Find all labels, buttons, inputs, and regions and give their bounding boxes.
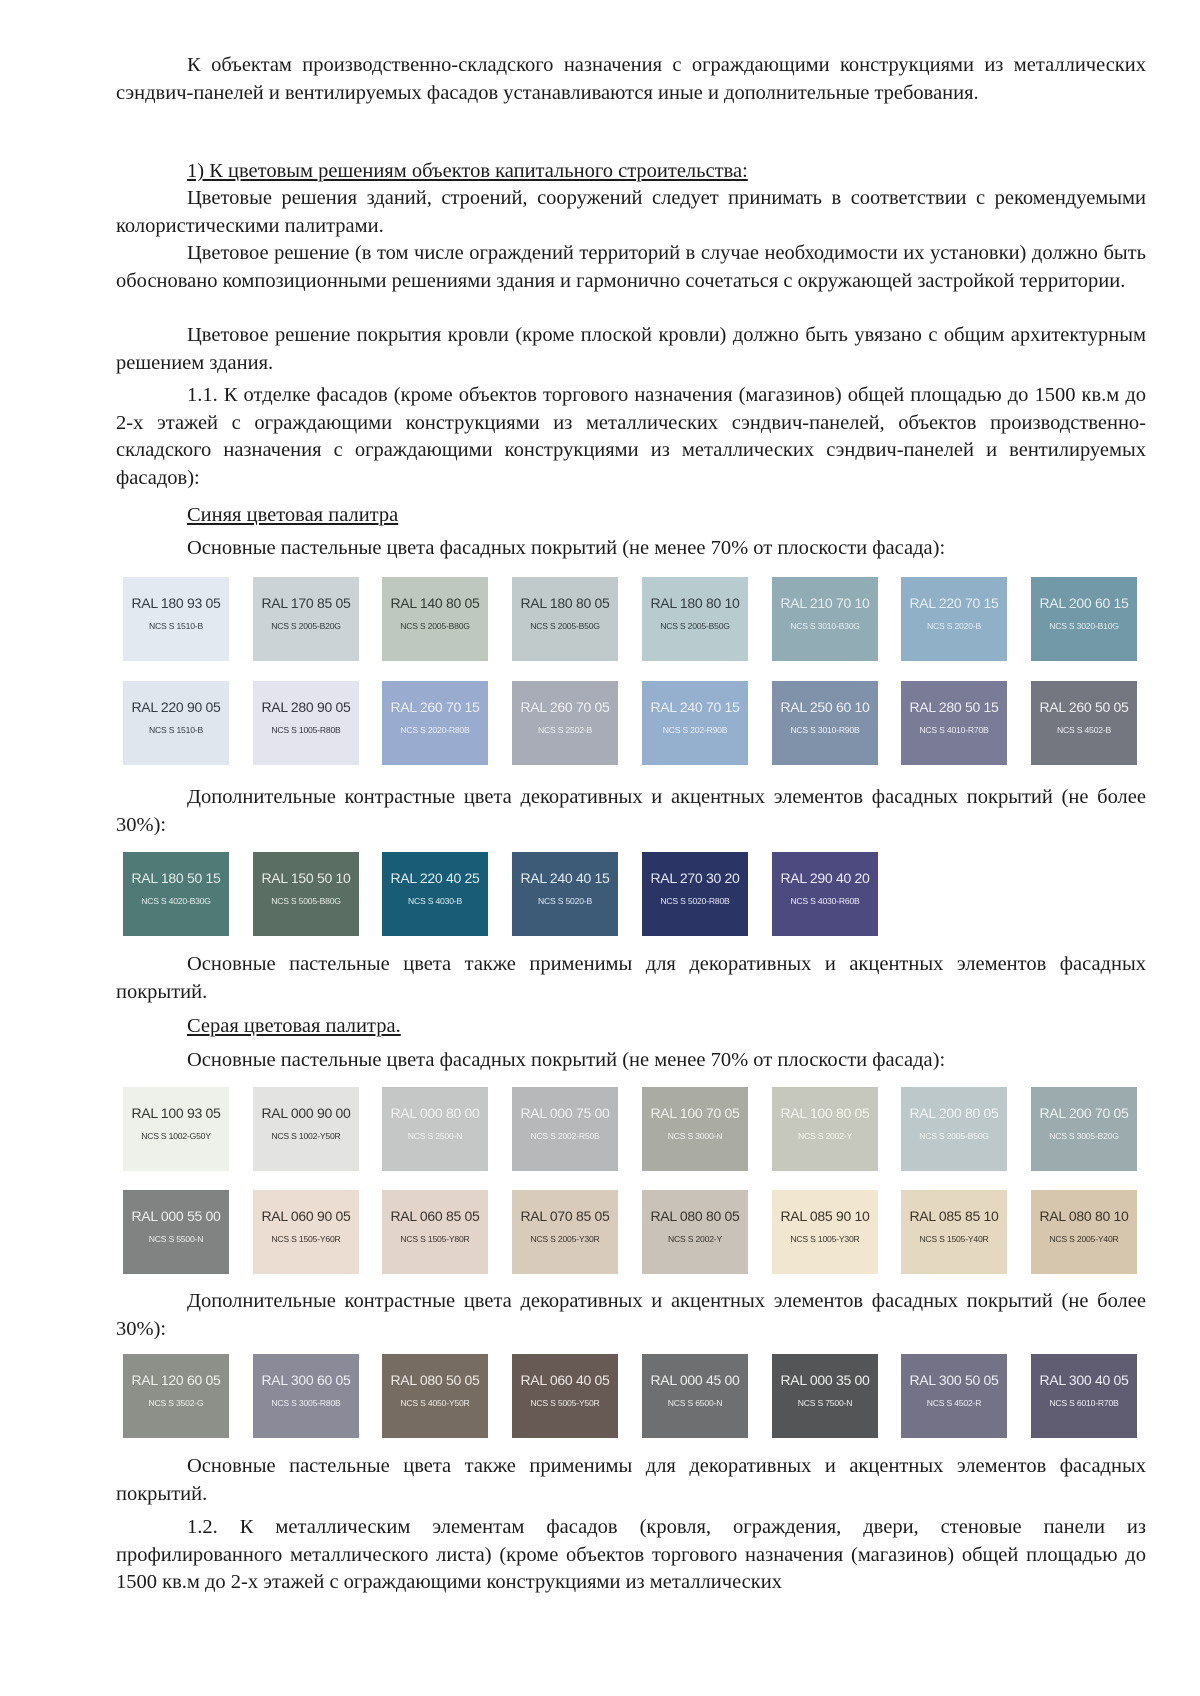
ncs-code: NCS S 2005-Y30R — [530, 1234, 600, 1244]
blue-palette-title: Синяя цветовая палитра — [187, 504, 399, 526]
color-swatch — [382, 681, 488, 765]
color-swatch — [1031, 1087, 1137, 1171]
ncs-code: NCS S 2005-B20G — [271, 621, 341, 631]
ncs-code: NCS S 4502-B — [1057, 725, 1111, 735]
ral-code: RAL 085 85 10 — [909, 1208, 999, 1224]
color-swatch — [901, 577, 1007, 661]
ncs-code: NCS S 5005-Y50R — [530, 1398, 600, 1408]
gray-palette-title: Серая цветовая палитра. — [187, 1015, 401, 1037]
ral-code: RAL 000 90 00 — [261, 1105, 351, 1121]
ral-code: RAL 200 60 15 — [1039, 595, 1129, 611]
gray-note-paragraph: Основные пастельные цвета также применимы для декоративных и акцентных элементов фасадных покрытий. — [116, 1455, 1146, 1505]
ral-code: RAL 180 93 05 — [131, 595, 221, 611]
color-swatch — [512, 852, 618, 936]
color-swatch — [512, 577, 618, 661]
ncs-code: NCS S 1005-R80B — [271, 725, 341, 735]
ral-code: RAL 290 40 20 — [780, 870, 870, 886]
color-swatch — [123, 1190, 229, 1274]
ral-code: RAL 300 40 05 — [1039, 1372, 1129, 1388]
color-swatch — [253, 681, 359, 765]
ral-code: RAL 170 85 05 — [261, 595, 351, 611]
ral-code: RAL 210 70 10 — [780, 595, 870, 611]
color-swatch — [253, 1190, 359, 1274]
ncs-code: NCS S 3502-G — [148, 1398, 204, 1408]
color-swatch — [772, 1354, 878, 1438]
ncs-code: NCS S 202-R90B — [662, 725, 728, 735]
ncs-code: NCS S 4030-B — [408, 896, 462, 906]
ral-code: RAL 220 40 25 — [390, 870, 480, 886]
color-swatch — [772, 681, 878, 765]
gray-palette-heading — [116, 1013, 1146, 1041]
ncs-code: NCS S 7500-N — [797, 1398, 853, 1408]
ncs-code: NCS S 1510-B — [149, 621, 203, 631]
ral-code: RAL 100 93 05 — [131, 1105, 221, 1121]
color-swatch — [123, 681, 229, 765]
ral-code: RAL 220 90 05 — [131, 699, 221, 715]
color-swatch — [253, 1087, 359, 1171]
ral-code: RAL 000 75 00 — [520, 1105, 610, 1121]
color-swatch — [772, 1087, 878, 1171]
ncs-code: NCS S 3010-R90B — [790, 725, 860, 735]
ncs-code: NCS S 5005-B80G — [271, 896, 341, 906]
color-swatch — [772, 1190, 878, 1274]
blue-palette-heading — [116, 502, 1146, 530]
ncs-code: NCS S 3010-B30G — [790, 621, 860, 631]
ral-code: RAL 000 80 00 — [390, 1105, 480, 1121]
clause-1-1-paragraph: 1.1. К отделке фасадов (кроме объектов торгового назначения (магазинов) общей площадью до 1500 кв.м до 2-х этажей с ограждающими конструкциями из металлических сэндвич-панелей, объектов производственно-складского назначения с ограждающими конструкциями из металлических сэндвич-панелей и вентилируемых фасадов): — [116, 384, 1146, 489]
color-swatch — [512, 1087, 618, 1171]
ral-code: RAL 000 35 00 — [780, 1372, 870, 1388]
ncs-code: NCS S 5020-B — [538, 896, 592, 906]
color-swatch — [382, 577, 488, 661]
ral-code: RAL 150 50 10 — [261, 870, 351, 886]
ral-code: RAL 060 40 05 — [520, 1372, 610, 1388]
ral-code: RAL 000 55 00 — [131, 1208, 221, 1224]
ncs-code: NCS S 2005-B50G — [530, 621, 600, 631]
ral-code: RAL 070 85 05 — [520, 1208, 610, 1224]
color-swatch — [642, 1087, 748, 1171]
ral-code: RAL 200 80 05 — [909, 1105, 999, 1121]
roof-paragraph: Цветовое решение покрытия кровли (кроме плоской кровли) должно быть увязано с общим архитектурным решением здания. — [116, 324, 1146, 374]
ral-code: RAL 060 85 05 — [390, 1208, 480, 1224]
ral-code: RAL 280 50 15 — [909, 699, 999, 715]
ncs-code: NCS S 2005-B50G — [919, 1131, 989, 1141]
gray-extra-colors-caption: Дополнительные контрастные цвета декоративных и акцентных элементов фасадных покрытий (не более 30%): — [116, 1290, 1146, 1340]
ncs-code: NCS S 1510-B — [149, 725, 203, 735]
color-swatch — [1031, 1354, 1137, 1438]
ncs-code: NCS S 3000-N — [667, 1131, 723, 1141]
ral-code: RAL 080 80 05 — [650, 1208, 740, 1224]
ncs-code: NCS S 2005-B80G — [400, 621, 470, 631]
ral-code: RAL 180 80 10 — [650, 595, 740, 611]
color-swatch — [901, 1087, 1007, 1171]
ral-code: RAL 080 80 10 — [1039, 1208, 1129, 1224]
color-swatch — [382, 852, 488, 936]
color-swatch — [772, 577, 878, 661]
ncs-code: NCS S 2002-Y — [798, 1131, 852, 1141]
ral-code: RAL 240 70 15 — [650, 699, 740, 715]
ral-code: RAL 100 70 05 — [650, 1105, 740, 1121]
ral-code: RAL 260 70 05 — [520, 699, 610, 715]
clause-1-2-paragraph: 1.2. К металлическим элементам фасадов (кровля, ограждения, двери, стеновые панели из профилированного металлического листа) (кроме объектов торгового назначения (магазинов) общей площадью до 1500 кв.м до 2-х этажей с ограждающими конструкциями из металлических — [116, 1516, 1146, 1593]
color-swatch — [642, 681, 748, 765]
ncs-code: NCS S 6010-R70B — [1049, 1398, 1119, 1408]
ncs-code: NCS S 5500-N — [148, 1234, 204, 1244]
section-1-heading — [116, 158, 1146, 186]
color-swatch — [123, 1087, 229, 1171]
ncs-code: NCS S 5020-R80B — [660, 896, 730, 906]
ral-code: RAL 260 50 05 — [1039, 699, 1129, 715]
ncs-code: NCS S 2020-R80B — [400, 725, 470, 735]
color-swatch — [512, 681, 618, 765]
color-swatch — [253, 852, 359, 936]
color-swatch — [512, 1190, 618, 1274]
gray-main-colors-caption: Основные пастельные цвета фасадных покрытий (не менее 70% от плоскости фасада): — [187, 1049, 946, 1071]
ral-code: RAL 000 45 00 — [650, 1372, 740, 1388]
ncs-code: NCS S 1002-Y50R — [271, 1131, 341, 1141]
ncs-code: NCS S 2002-Y — [668, 1234, 722, 1244]
ncs-code: NCS S 3020-B10G — [1049, 621, 1119, 631]
ral-code: RAL 270 30 20 — [650, 870, 740, 886]
ral-code: RAL 250 60 10 — [780, 699, 870, 715]
ncs-code: NCS S 1505-Y80R — [400, 1234, 470, 1244]
color-swatch — [1031, 1190, 1137, 1274]
ncs-code: NCS S 4050-Y50R — [400, 1398, 470, 1408]
ral-code: RAL 240 40 15 — [520, 870, 610, 886]
intro-paragraph: К объектам производственно-складского назначения с ограждающими конструкциями из металлических сэндвич-панелей и вентилируемых фасадов устанавливаются иные и дополнительные требования. — [116, 54, 1146, 104]
color-swatch — [123, 577, 229, 661]
ral-code: RAL 100 80 05 — [780, 1105, 870, 1121]
color-swatch — [772, 852, 878, 936]
ncs-code: NCS S 1002-G50Y — [141, 1131, 211, 1141]
ncs-code: NCS S 4502-R — [926, 1398, 982, 1408]
color-swatch — [642, 852, 748, 936]
color-swatch — [253, 1354, 359, 1438]
ral-code: RAL 085 90 10 — [780, 1208, 870, 1224]
color-swatch — [901, 1354, 1007, 1438]
palettes-paragraph: Цветовые решения зданий, строений, сооружений следует принимать в соответствии с рекомендуемыми колористическими палитрами. — [116, 187, 1146, 237]
ncs-code: NCS S 1505-Y40R — [919, 1234, 989, 1244]
color-swatch — [642, 577, 748, 661]
color-swatch — [382, 1087, 488, 1171]
color-swatch — [512, 1354, 618, 1438]
section-1-title: 1) К цветовым решениям объектов капитального строительства: — [187, 160, 748, 182]
ncs-code: NCS S 2002-R50B — [530, 1131, 600, 1141]
ral-code: RAL 260 70 15 — [390, 699, 480, 715]
ral-code: RAL 300 60 05 — [261, 1372, 351, 1388]
color-swatch — [123, 852, 229, 936]
blue-extra-colors-caption: Дополнительные контрастные цвета декоративных и акцентных элементов фасадных покрытий (не более 30%): — [116, 786, 1146, 836]
color-swatch — [382, 1354, 488, 1438]
blue-note-paragraph: Основные пастельные цвета также применимы для декоративных и акцентных элементов фасадных покрытий. — [116, 953, 1146, 1003]
color-swatch — [901, 681, 1007, 765]
ncs-code: NCS S 6500-N — [667, 1398, 723, 1408]
ral-code: RAL 080 50 05 — [390, 1372, 480, 1388]
color-swatch — [123, 1354, 229, 1438]
ral-code: RAL 280 90 05 — [261, 699, 351, 715]
ral-code: RAL 180 50 15 — [131, 870, 221, 886]
ral-code: RAL 200 70 05 — [1039, 1105, 1129, 1121]
ncs-code: NCS S 4030-R60B — [790, 896, 860, 906]
ral-code: RAL 120 60 05 — [131, 1372, 221, 1388]
ral-code: RAL 300 50 05 — [909, 1372, 999, 1388]
ncs-code: NCS S 1505-Y60R — [271, 1234, 341, 1244]
color-swatch — [253, 577, 359, 661]
ral-code: RAL 180 80 05 — [520, 595, 610, 611]
color-swatch — [382, 1190, 488, 1274]
ral-code: RAL 140 80 05 — [390, 595, 480, 611]
color-swatch — [901, 1190, 1007, 1274]
ncs-code: NCS S 1005-Y30R — [790, 1234, 860, 1244]
ncs-code: NCS S 4010-R70B — [919, 725, 989, 735]
color-swatch — [642, 1354, 748, 1438]
blue-main-colors-caption: Основные пастельные цвета фасадных покрытий (не менее 70% от плоскости фасада): — [187, 537, 946, 559]
ncs-code: NCS S 3005-B20G — [1049, 1131, 1119, 1141]
color-swatch — [642, 1190, 748, 1274]
ncs-code: NCS S 2005-Y40R — [1049, 1234, 1119, 1244]
ral-code: RAL 220 70 15 — [909, 595, 999, 611]
ncs-code: NCS S 2500-N — [407, 1131, 463, 1141]
fences-paragraph: Цветовое решение (в том числе ограждений территорий в случае необходимости их установки) должно быть обосновано композиционными решениями здания и гармонично сочетаться с окружающей застройкой территории. — [116, 242, 1146, 292]
color-swatch — [1031, 681, 1137, 765]
ncs-code: NCS S 2005-B50G — [660, 621, 730, 631]
ncs-code: NCS S 2020-B — [927, 621, 981, 631]
ncs-code: NCS S 2502-B — [538, 725, 592, 735]
ncs-code: NCS S 4020-B30G — [141, 896, 211, 906]
ncs-code: NCS S 3005-R80B — [271, 1398, 341, 1408]
color-swatch — [1031, 577, 1137, 661]
ral-code: RAL 060 90 05 — [261, 1208, 351, 1224]
